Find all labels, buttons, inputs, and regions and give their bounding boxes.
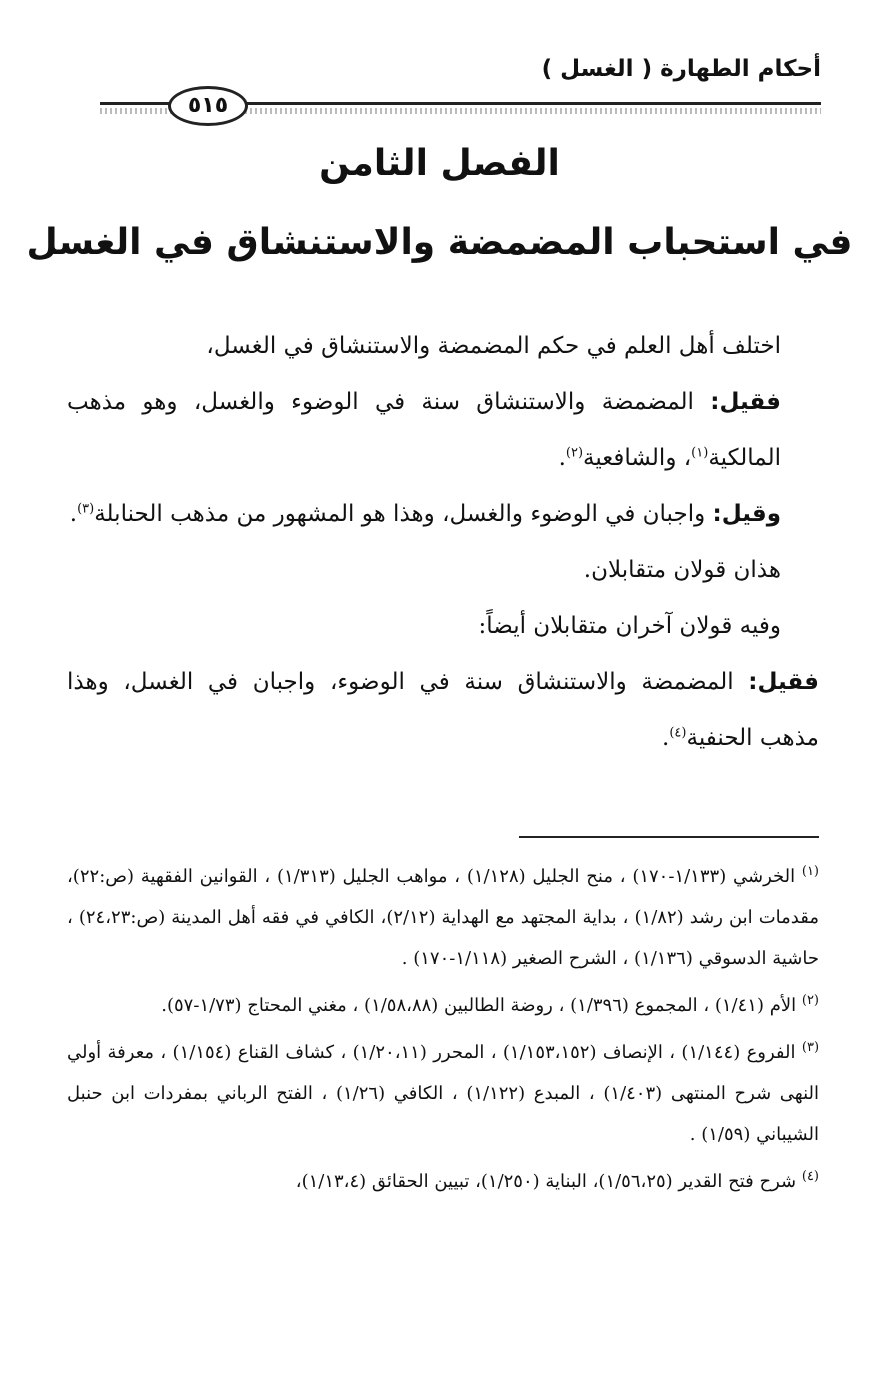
footnote-separator <box>519 836 819 838</box>
paragraph-3-end: . <box>69 501 78 527</box>
running-head: أحكام الطهارة ( الغسل ) <box>541 56 821 82</box>
paragraph-5-text: وفيه قولان آخران متقابلان أيضاً: <box>478 613 781 639</box>
footnote-1 <box>67 856 819 979</box>
page-number: ٥١٥ <box>168 86 248 126</box>
paragraph-2-mid: ، والشافعية <box>583 445 692 471</box>
paragraph-4-text: هذان قولان متقابلان. <box>583 557 781 583</box>
footnote-text: الخرشي (١/١٣٣-١٧٠) ، منح الجليل (١/١٢٨) ، مواهب الجليل (١/٣١٣) ، القوانين الفقهية (ص:٢٢)، مقدمات ابن رشد (١/٨٢) ، بداية المجتهد مع الهداية (٢/١٢)، الكافي في فقه أهل المدينة (ص:٢٤،٢٣) ، حاشية الدسوقي (١/١٣٦) ، الشرح الصغير (١/١١٨-١٧٠) . <box>67 866 819 969</box>
paragraph-2 <box>67 374 819 486</box>
paragraph-6-end: . <box>662 725 670 751</box>
paragraph-5 <box>67 598 819 654</box>
footnote-4 <box>67 1161 819 1202</box>
paragraph-6 <box>67 654 819 766</box>
chapter-title: الفصل الثامن <box>319 143 560 184</box>
lead-word: فقيل: <box>710 389 781 415</box>
footnote-number: (٢) <box>801 993 819 1008</box>
footnote-ref-2[interactable]: (٢) <box>565 445 584 461</box>
paragraph-3 <box>67 486 819 542</box>
footnote-ref-1[interactable]: (١) <box>691 445 709 461</box>
footnote-ref-3[interactable]: (٣) <box>77 501 95 517</box>
paragraph-4 <box>67 542 819 598</box>
paragraph-2-text: المضمضة والاستنشاق سنة في الوضوء والغسل، وهو مذهب المالكية <box>67 389 781 471</box>
footnote-number: (١) <box>801 864 819 879</box>
paragraph-2-end: . <box>558 445 566 471</box>
footnote-text: شرح فتح القدير (١/٥٦،٢٥)، البناية (١/٢٥٠)، تبيين الحقائق (١/١٣،٤)، <box>295 1171 802 1192</box>
body-text <box>67 318 819 766</box>
paragraph-6-text: المضمضة والاستنشاق سنة في الوضوء، واجبان في الغسل، وهذا مذهب الحنفية <box>67 669 819 751</box>
paragraph-1 <box>67 318 819 374</box>
footnote-number: (٤) <box>801 1169 819 1184</box>
footnote-ref-4[interactable]: (٤) <box>669 725 687 741</box>
footnote-2 <box>67 985 819 1026</box>
section-title: في استحباب المضمضة والاستنشاق في الغسل <box>26 222 853 263</box>
paragraph-1-text: اختلف أهل العلم في حكم المضمضة والاستنشاق في الغسل، <box>206 333 781 359</box>
lead-word: فقيل: <box>748 669 819 695</box>
footnote-text: الفروع (١/١٤٤) ، الإنصاف (١/١٥٣،١٥٢) ، المحرر (١/٢٠،١١) ، كشاف القناع (١/١٥٤) ، معرفة أولي النهى شرح المنتهى (١/٤٠٣) ، المبدع (١/١٢٢) ، الكافي (١/٢٦) ، الفتح الرباني بمفردات ابن حنبل الشيباني (١/٥٩) . <box>67 1042 820 1145</box>
lead-word: وقيل: <box>712 501 781 527</box>
footnote-number: (٣) <box>801 1040 820 1055</box>
footnote-text: الأم (١/٤١) ، المجموع (١/٣٩٦) ، روضة الطالبين (١/٥٨،٨٨) ، مغني المحتاج (١/٧٣-٥٧). <box>161 995 802 1016</box>
footnotes <box>67 856 819 1208</box>
footnote-3 <box>67 1032 819 1155</box>
paragraph-3-text: واجبان في الوضوء والغسل، وهذا هو المشهور من مذهب الحنابلة <box>94 501 713 527</box>
